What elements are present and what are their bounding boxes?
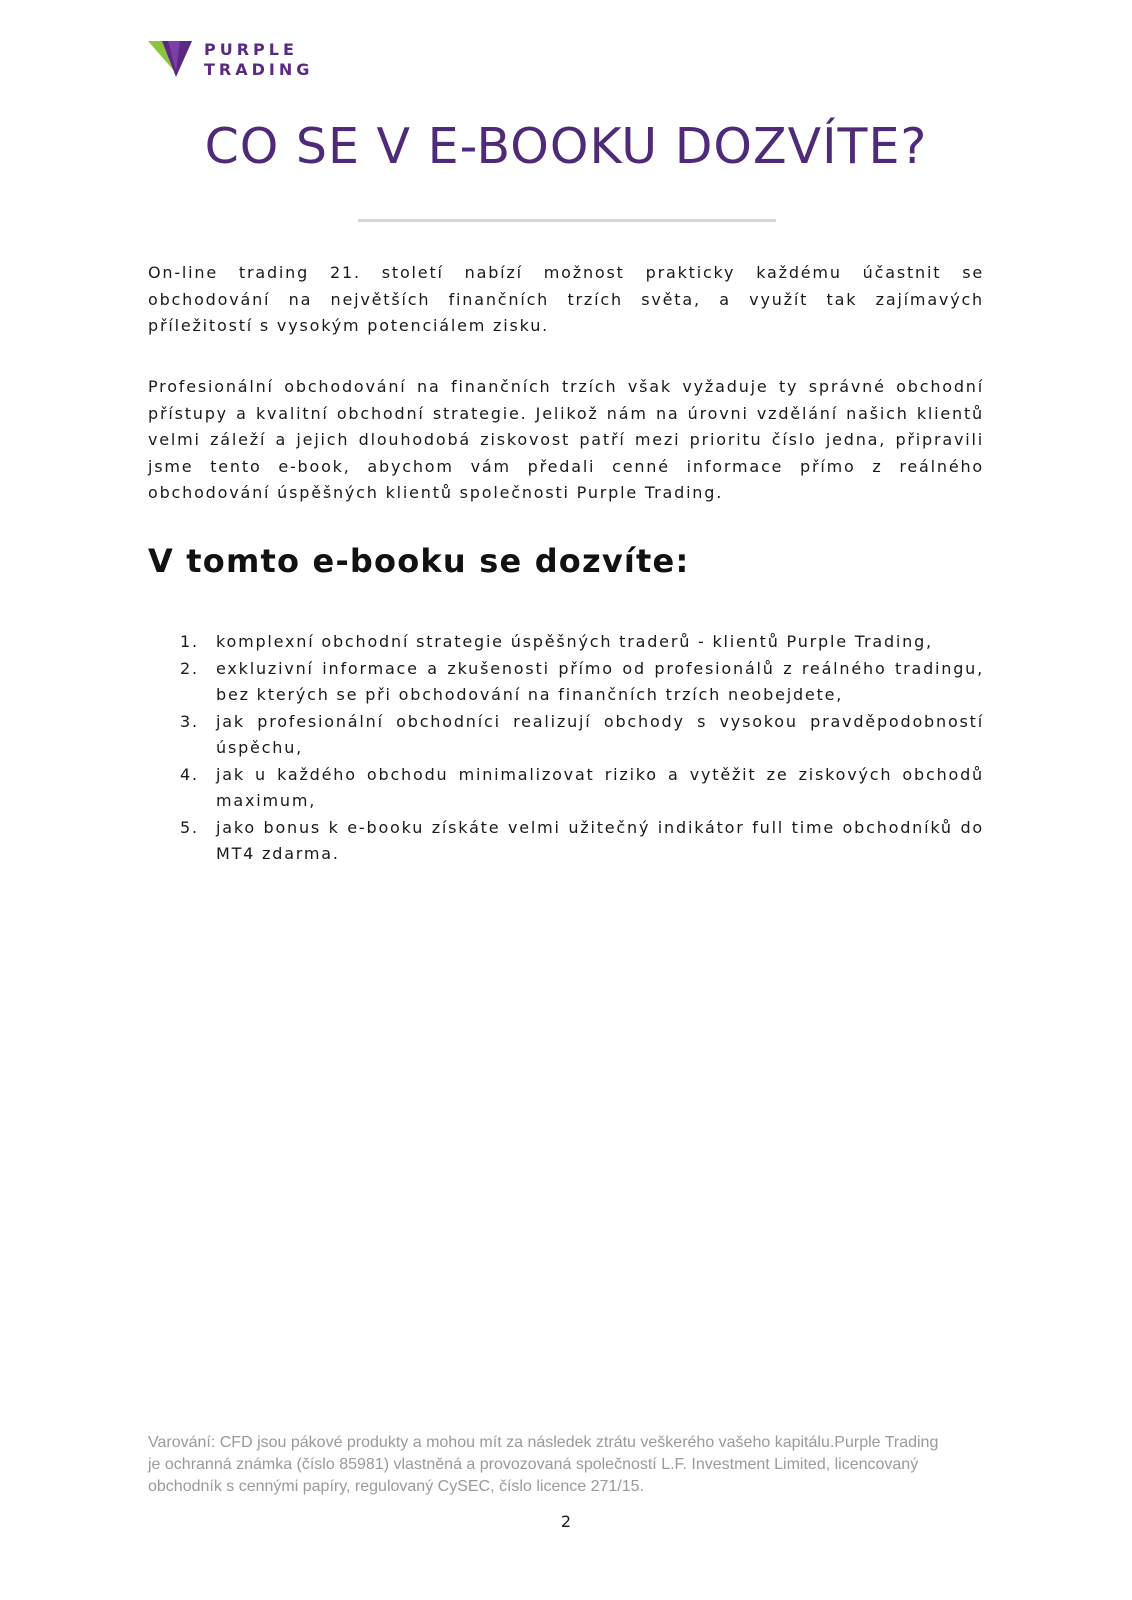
list-item-text: jako bonus k e-booku získáte velmi užitečný indikátor full time obchodníků do MT4 zdarma. (216, 817, 984, 863)
list-item (180, 656, 984, 709)
logo-wordmark (204, 40, 313, 80)
list-item-number: 1. (180, 632, 199, 651)
title-divider (358, 219, 776, 222)
page-title: CO SE V E-BOOKU DOZVÍTE? (204, 118, 928, 175)
list-item-number: 2. (180, 658, 199, 678)
list-item (180, 762, 984, 815)
risk-warning: Varování: CFD jsou pákové produkty a mohou mít za následek ztrátu veškerého vašeho kapitálu.Purple Trading je ochranná známka (číslo 85981) vlastněná a provozovaná společností L.F. Investment Limited, licencovaný obchodník s cennými papíry, regulovaný CySEC, číslo licence 271/15. (148, 1434, 939, 1495)
intro-paragraph: On-line trading 21. století nabízí možnost prakticky každému účastnit se obchodování na největších finančních trzích světa, a využít tak zajímavých příležitostí s vysokým potenciálem zisku. (148, 263, 984, 335)
logo-line-1: PURPLE (204, 40, 298, 59)
list-item (180, 629, 984, 656)
page-number: 2 (560, 1512, 572, 1531)
list-item-text: jak u každého obchodu minimalizovat riziko a vytěžit ze ziskových obchodů maximum, (216, 764, 984, 810)
list-item-number: 5. (180, 817, 199, 837)
brand-logo (148, 40, 313, 80)
list-item-number: 3. (180, 711, 199, 731)
purple-trading-logo-icon (148, 41, 192, 79)
list-item-number: 4. (180, 764, 199, 784)
list-item (180, 709, 984, 762)
list-item-text: komplexní obchodní strategie úspěšných traderů - klientů Purple Trading, (216, 632, 933, 651)
list-item-text: exkluzivní informace a zkušenosti přímo od profesionálů z reálného tradingu, bez kterých se při obchodování na finančních trzích neobejdete, (216, 658, 984, 704)
list-item-text: jak profesionální obchodníci realizují obchody s vysokou pravděpodobností úspěchu, (216, 711, 984, 757)
body-paragraph: Profesionální obchodování na finančních trzích však vyžaduje ty správné obchodní přístupy a kvalitní obchodní strategie. Jelikož nám na úrovni vzdělání našich klientů velmi záleží a jejich dlouhodobá ziskovost patří mezi prioritu číslo jedna, připravili jsme tento e-book, abychom vám předali cenné informace přímo z reálného obchodování úspěšných klientů společnosti Purple Trading. (148, 377, 984, 502)
section-heading: V tomto e-booku se dozvíte: (148, 542, 690, 580)
logo-line-2: TRADING (204, 60, 314, 79)
list-item (180, 815, 984, 868)
benefits-list (180, 629, 984, 868)
